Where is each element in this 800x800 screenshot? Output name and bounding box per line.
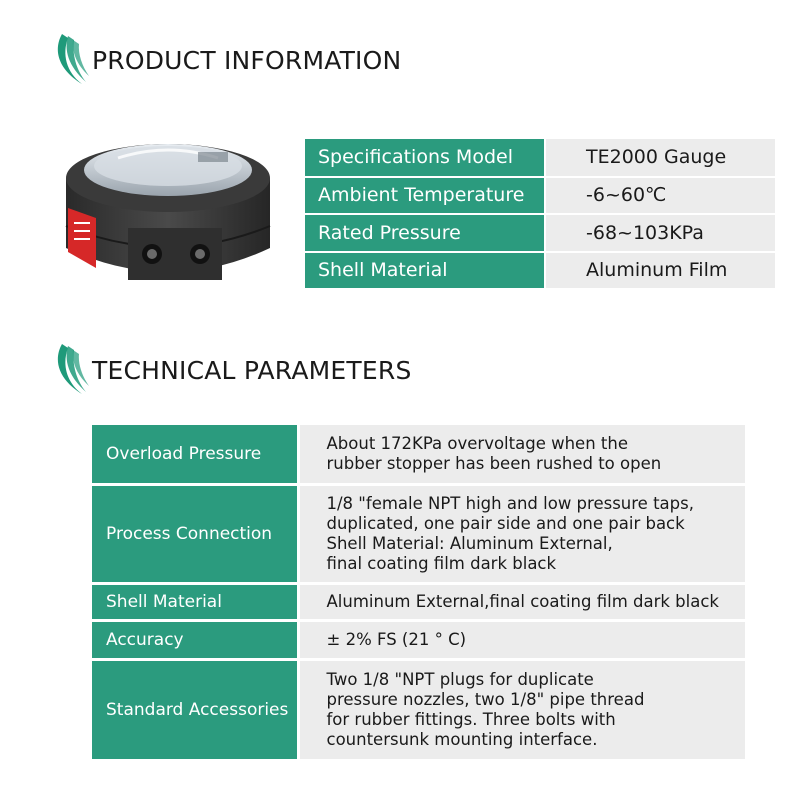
param-label: Standard Accessories (92, 659, 298, 760)
param-value: About 172KPa overvoltage when the rubber stopper has been rushed to open (298, 425, 745, 484)
gauge-product-image (48, 118, 288, 298)
technical-parameters-header (52, 340, 412, 400)
table-row (92, 620, 745, 659)
table-row (305, 252, 775, 290)
spec-label: Rated Pressure (305, 214, 545, 252)
table-row (92, 484, 745, 583)
section-title: TECHNICAL PARAMETERS (92, 355, 412, 385)
table-row (305, 177, 775, 215)
section-title: PRODUCT INFORMATION (92, 45, 402, 75)
product-information-header (52, 30, 401, 90)
technical-parameters-table (92, 425, 745, 762)
table-row (92, 659, 745, 760)
spec-label: Shell Material (305, 252, 545, 290)
param-value: Aluminum External,final coating film dark black (298, 583, 745, 620)
spec-value: -68~103KPa (545, 214, 775, 252)
spec-value: -6~60℃ (545, 177, 775, 215)
spec-label: Ambient Temperature (305, 177, 545, 215)
param-label: Overload Pressure (92, 425, 298, 484)
param-label: Process Connection (92, 484, 298, 583)
spec-value: Aluminum Film (545, 252, 775, 290)
spec-label: Specifications Model (305, 139, 545, 177)
param-label: Shell Material (92, 583, 298, 620)
product-spec-table (305, 139, 775, 290)
table-row (92, 583, 745, 620)
teal-swoosh-icon (52, 342, 90, 398)
table-row (92, 425, 745, 484)
spec-value: TE2000 Gauge (545, 139, 775, 177)
table-row (305, 139, 775, 177)
param-value: ± 2% FS (21 ° C) (298, 620, 745, 659)
param-value: 1/8 "female NPT high and low pressure taps, duplicated, one pair side and one pair back Shell Material: Aluminum External, final coating film dark black (298, 484, 745, 583)
param-value: Two 1/8 "NPT plugs for duplicate pressure nozzles, two 1/8" pipe thread for rubber fittings. Three bolts with countersunk mounting interface. (298, 659, 745, 760)
table-row (305, 214, 775, 252)
teal-swoosh-icon (52, 32, 90, 88)
param-label: Accuracy (92, 620, 298, 659)
